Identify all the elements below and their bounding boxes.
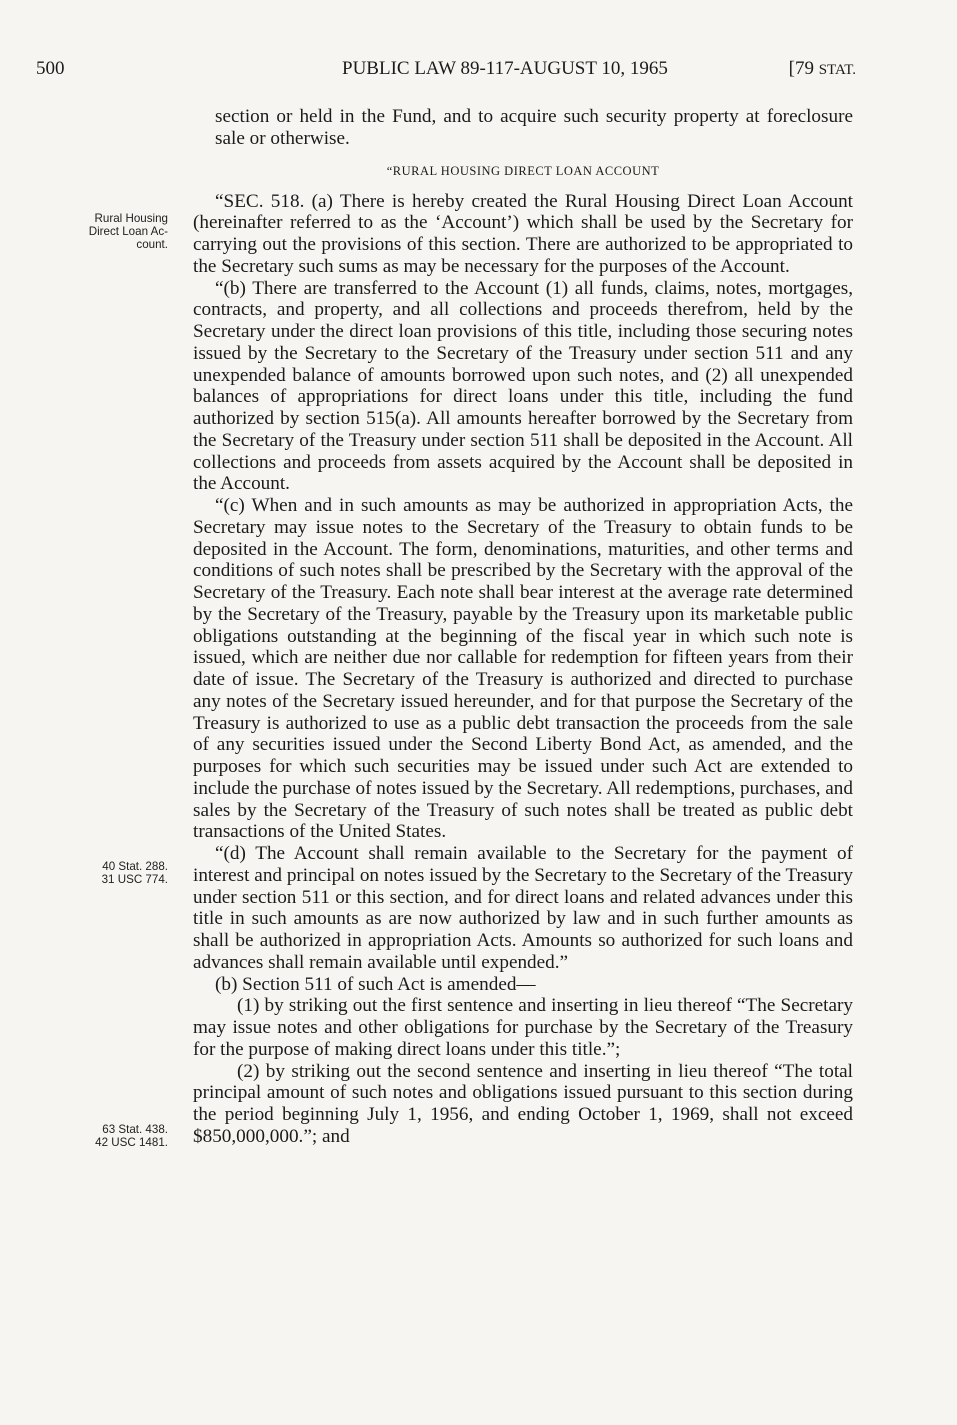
- margin-note-line: 40 Stat. 288.: [102, 860, 168, 873]
- page-number: 500: [36, 58, 65, 79]
- paragraph-section-511: (b) Section 511 of such Act is amended—: [215, 973, 536, 995]
- paragraph-c: “(c) When and in such amounts as may be authorized in appropriation Acts, the Secretary may issue notes to the Secretary of the Treasury to obtain funds to be deposited in the Account. The form, denominations, maturities, and other terms and conditions of such notes shall be prescribed by the Secretary with the approval of the Secretary of the Treasury. Each note shall bear interest at the average rate determined by the Secretary of the Treasury, payable by the Treasury upon its marketable public obligations outstanding at the beginning of the fiscal year in which such note is issued, which are neither due nor callable for redemption for fifteen years from their date of issue. The Secretary of the Treasury is authorized and directed to purchase any notes of the Secretary issued hereunder, and for that purpose the Secretary of the Treasury is authorized to use as a public debt transaction the proceeds from the sale of any securities issued under the Second Liberty Bond Act, as amended, and the purposes for which such securities may be issued under such Act are extended to include the purchase of notes issued by the Secretary. All redemptions, purchases, and sales by the Secretary of the Treasury of such notes shall be treated as public debt transactions of the United States.: [193, 495, 853, 843]
- page-header: [36, 58, 856, 88]
- running-title: PUBLIC LAW 89-117-AUGUST 10, 1965: [342, 58, 668, 79]
- paragraph-b: “(b) There are transferred to the Account (1) all funds, claims, notes, mortgages, contracts, and property, and all collections and proceeds therefrom, held by the Secretary under the direct loan provisions of this title, including those securing notes issued by the Secretary to the Secretary of the Treasury under section 511 and any unexpended balance of amounts borrowed upon such notes, and (2) all unexpended balances of appropriations for direct loans under this title, including the fund authorized by section 515(a). All amounts hereafter borrowed by the Secretary from the Secretary of the Treasury under section 511 shall be deposited in the Account. All collections and proceeds from assets acquired by the Account shall be deposited in the Account.: [193, 277, 853, 495]
- paragraph-sec-518-a: “SEC. 518. (a) There is hereby created the Rural Housing Direct Loan Account (hereinafter referred to as the ‘Account’) which shall be used by the Secretary for carrying out the provisions of this section. There are authorized to be appropriated to the Secretary such sums as may be necessary for the purposes of the Account.: [193, 190, 853, 277]
- margin-note-63-stat-438: [40, 1123, 168, 1149]
- margin-note-line: 31 USC 774.: [101, 873, 168, 886]
- section-caption: “RURAL HOUSING DIRECT LOAN ACCOUNT: [386, 163, 660, 178]
- intro-paragraph: section or held in the Fund, and to acquire such security property at foreclosure sale or otherwise.: [215, 106, 853, 149]
- margin-note-line: count.: [136, 238, 168, 251]
- margin-note-line: 63 Stat. 438.: [102, 1123, 168, 1136]
- margin-note-rural-housing: [40, 212, 168, 251]
- margin-note-line: 42 USC 1481.: [95, 1136, 168, 1149]
- paragraph-d: “(d) The Account shall remain available to the Secretary for the payment of interest and principal on notes issued by the Secretary to the Secretary of the Treasury under section 511 or this section, and for direct loans and related advances under this title in such amounts as are now authorized by law and in such further amounts as shall be authorized in appropriation Acts. Amounts so authorized for such loans and advances shall remain available until expended.”: [193, 843, 853, 973]
- volume-label: STAT.: [818, 62, 856, 78]
- volume-bracket: [79: [788, 58, 819, 79]
- margin-note-line: Direct Loan Ac-: [88, 225, 168, 238]
- volume-reference: [789, 58, 856, 80]
- amendment-item-2: (2) by striking out the second sentence and inserting in lieu thereof “The total principal amount of such notes and obligations issued pursuant to this section during the period beginning July 1, 1956, and ending October 1, 1969, shall not exceed $850,000,000.”; and: [193, 1060, 853, 1147]
- margin-note-line: Rural Housing: [94, 212, 168, 225]
- amendment-item-1: (1) by striking out the first sentence and inserting in lieu thereof “The Secretary may issue notes and other obligations for purchase by the Secretary of the Treasury for the purpose of making direct loans under this title.”;: [193, 995, 853, 1060]
- margin-note-40-stat-288: [40, 860, 168, 886]
- document-body: [193, 106, 853, 1148]
